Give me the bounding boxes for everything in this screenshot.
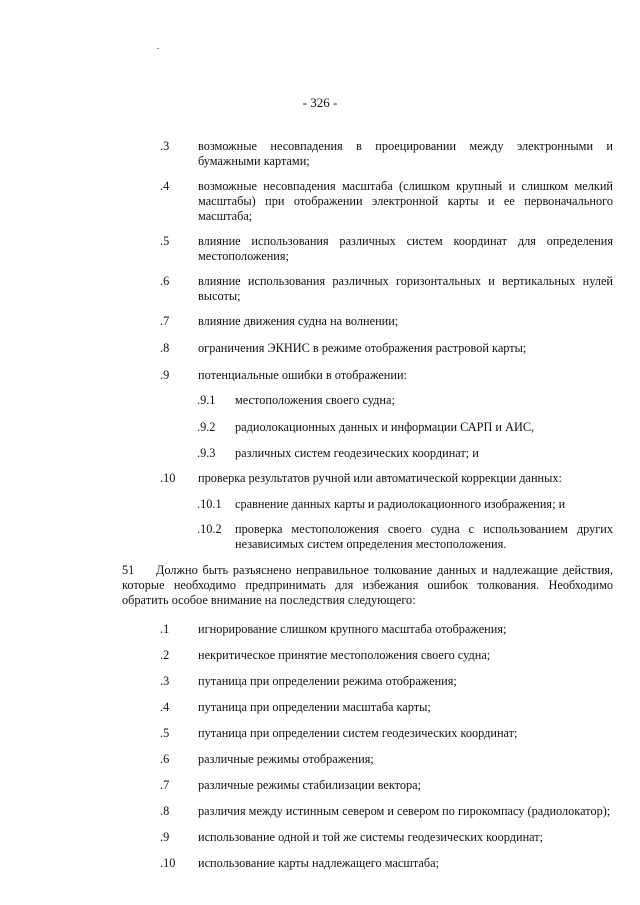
item-number: .9.3 [197, 446, 216, 460]
item-number: .9.1 [197, 393, 216, 407]
item-number: .9 [160, 830, 170, 844]
item-text: путаница при определении систем геодезических координат; [198, 726, 518, 740]
item-number: .10.2 [197, 522, 222, 536]
item-text: использование карты надлежащего масштаба; [198, 856, 439, 870]
item-text: местоположения своего судна; [235, 393, 395, 407]
item-number: .6 [160, 274, 170, 288]
item-text: путаница при определении масштаба карты; [198, 700, 431, 714]
item-text: различные режимы стабилизации вектора; [198, 778, 422, 792]
item-text: проверка местоположения своего судна с использованием других независимых систем определения местоположения. [235, 522, 613, 551]
item-text: влияние использования различных систем координат для определения местоположения; [198, 234, 613, 263]
paragraph-51 [122, 563, 613, 608]
item-text: потенциальные ошибки в отображении: [198, 368, 407, 382]
item-number: .5 [160, 234, 170, 248]
item-number: .8 [160, 804, 170, 818]
paragraph-number: 51 [122, 563, 135, 577]
item-text: различные режимы отображения; [198, 752, 374, 766]
item-text: сравнение данных карты и радиолокационного изображения; и [235, 497, 566, 511]
item-text: различия между истинным севером и севером по гирокомпасу (радиолокатор); [198, 804, 611, 818]
item-text: ограничения ЭКНИС в режиме отображения растровой карты; [198, 341, 527, 355]
paragraph-text: Должно быть разъяснено неправильное толкование данных и надлежащие действия, которые необходимо предпринимать для избежания ошибок толкования. Необходимо обратить особое внимание на последствия следующего: [122, 563, 613, 607]
item-text: влияние движения судна на волнении; [198, 314, 399, 328]
page-number: - 326 - [302, 95, 338, 110]
item-number: .8 [160, 341, 170, 355]
item-number: .3 [160, 674, 170, 688]
item-text: влияние использования различных горизонтальных и вертикальных нулей высоты; [198, 274, 613, 303]
item-number: .5 [160, 726, 170, 740]
item-number: .7 [160, 778, 170, 792]
item-number: .4 [160, 179, 170, 193]
item-number: .9.2 [197, 420, 216, 434]
item-number: .9 [160, 368, 170, 382]
item-text: возможные несовпадения в проецировании между электронными и бумажными картами; [198, 139, 613, 168]
item-number: .7 [160, 314, 170, 328]
item-text: путаница при определении режима отображения; [198, 674, 457, 688]
item-text: проверка результатов ручной или автоматической коррекции данных: [198, 471, 562, 485]
item-number: .10 [160, 856, 176, 870]
item-number: .3 [160, 139, 170, 153]
item-number: .10 [160, 471, 176, 485]
item-number: .10.1 [197, 497, 222, 511]
item-text: различных систем геодезических координат; и [235, 446, 479, 460]
item-text: игнорирование слишком крупного масштаба отображения; [198, 622, 507, 636]
scan-speck [157, 48, 159, 49]
item-number: .4 [160, 700, 170, 714]
item-number: .6 [160, 752, 170, 766]
item-text: использование одной и той же системы геодезических координат; [198, 830, 544, 844]
item-text: возможные несовпадения масштаба (слишком крупный и слишком мелкий масштабы) при отображении электронной карты и ее первоначального масштаба; [198, 179, 613, 223]
item-number: .1 [160, 622, 170, 636]
item-number: .2 [160, 648, 170, 662]
item-text: радиолокационных данных и информации САРП и АИС, [235, 420, 535, 434]
item-text: некритическое принятие местоположения своего судна; [198, 648, 491, 662]
